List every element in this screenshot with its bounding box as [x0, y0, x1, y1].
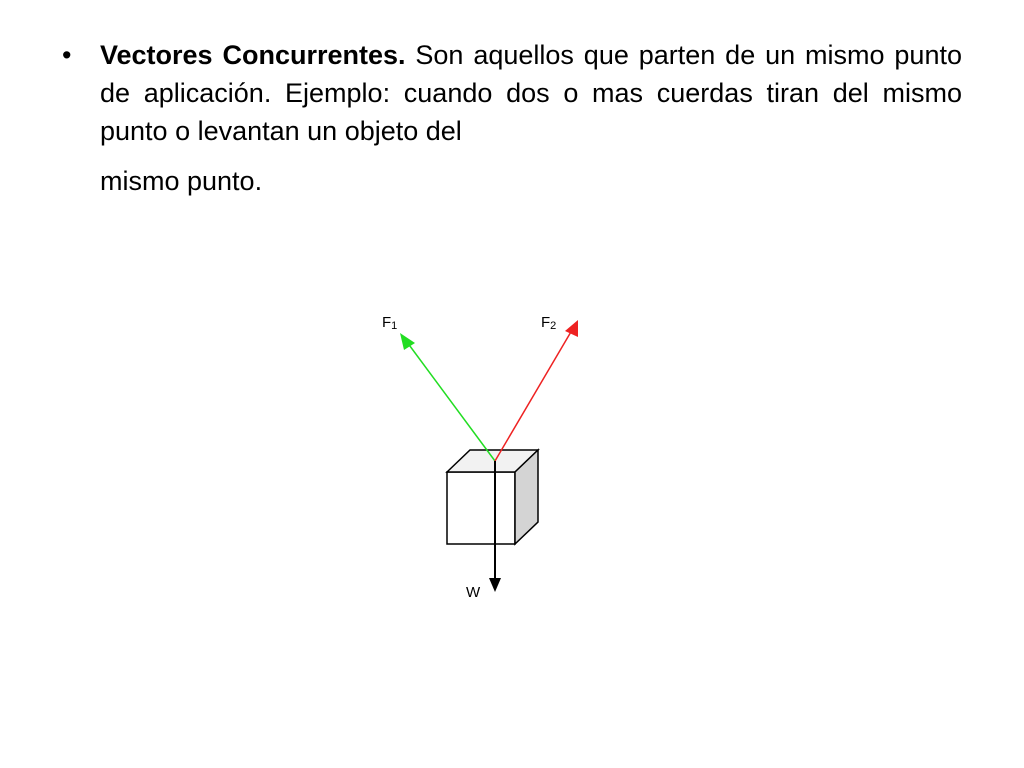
bullet-term: Vectores Concurrentes. — [100, 40, 406, 70]
label-w: W — [466, 584, 481, 601]
vector-w-arrowhead — [489, 578, 501, 592]
label-f1: F1 — [382, 314, 398, 332]
concurrent-vectors-diagram — [340, 300, 600, 610]
vector-f1-line — [404, 338, 495, 461]
diagram-svg — [340, 300, 600, 610]
vector-f2-line — [495, 325, 575, 461]
label-f2: F2 — [541, 314, 557, 332]
bullet-symbol: • — [62, 40, 72, 70]
bullet-text — [100, 36, 962, 200]
vector-f1-arrowhead — [400, 333, 415, 350]
vector-f2-arrowhead — [565, 320, 578, 337]
bullet-body: Son aquellos que parten de un mismo punto de aplicación. Ejemplo: cuando dos o mas cuerdas tiran del mismo punto o levantan un objeto del — [100, 40, 962, 146]
bullet-body-tail: mismo punto. — [100, 166, 263, 196]
box-front-face — [447, 472, 515, 544]
